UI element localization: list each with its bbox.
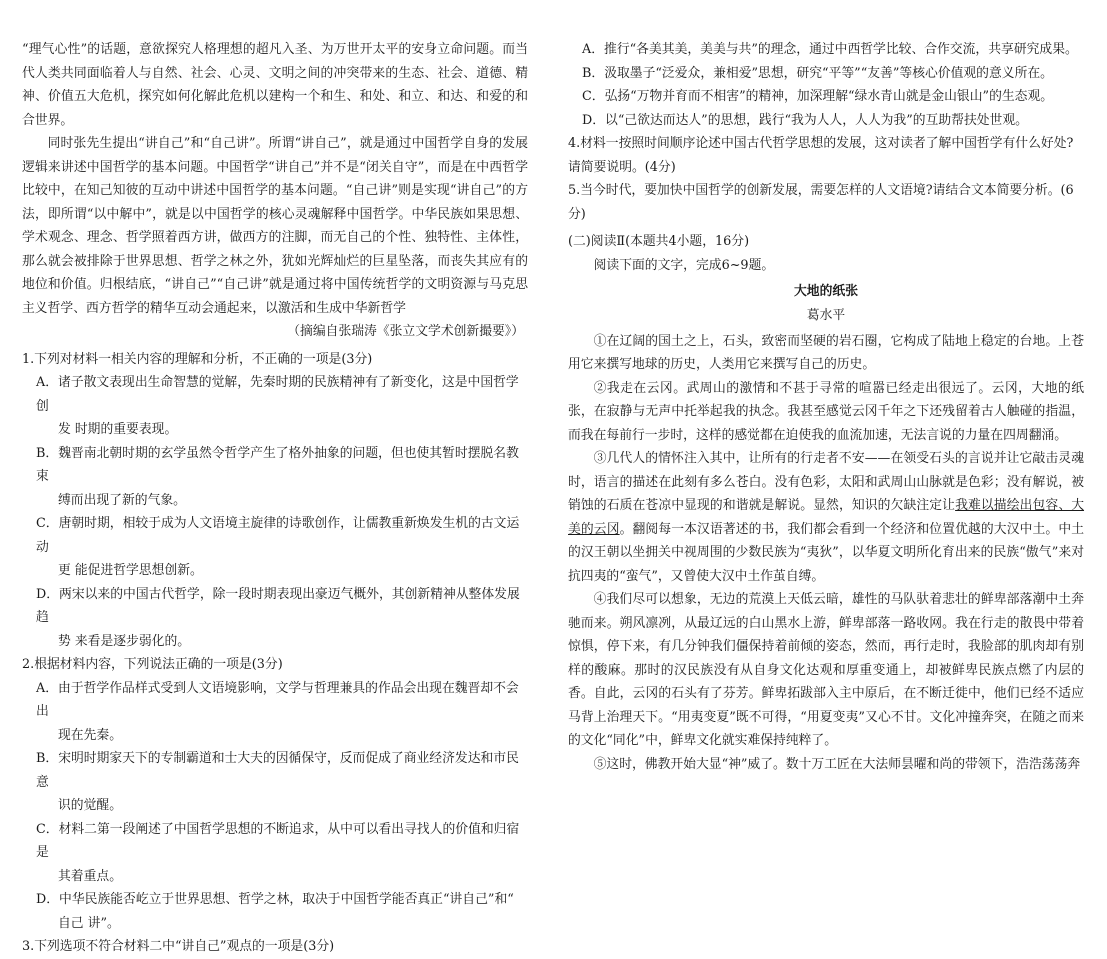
q1-option-b-line2: 缚而出现了新的气象。 — [58, 492, 186, 508]
article-paragraph-3 — [568, 447, 1084, 588]
source-citation: （摘编自张瑞涛《张立文学术创新撮要》） — [287, 324, 524, 339]
question-1: 1.下列对材料一相关内容的理解和分析，不正确的一项是(3分) — [22, 351, 373, 367]
material-paragraph-2: 同时张先生提出“讲自己”和“自己讲”。所谓“讲自己”，就是通过中国哲学自身的发展逻辑来讲述中国哲学的基本问题。中国哲学“讲自己”并不是“闭关自守”，而是在中西哲学比较中，在知己知彼的互动中讲述中国哲学的基本问题。“自己讲”则是实现“讲自己”的方法，即所谓“以中解中”，就是以中国哲学的核心灵魂解释中国哲学。中华民族如果思想、学术观念、理念、哲学照着西方讲，做西方的注脚，而无自己的个性、独特性、主体性，那么就会被排除于世界思想、哲学之林之外，犹如光辉灿烂的巨星坠落，而丧失其应有的地位和价值。归根结底，“讲自己”“自己讲”就是通过将中国传统哲学的文明资源与马克思主义哲学、西方哲学的精华互动会通起来，以激活和生成中华新哲学 — [22, 136, 528, 316]
section-heading: (二)阅读Ⅱ(本题共4小题，16分) — [568, 234, 750, 249]
q1-option-a-line2: 发 时期的重要表现。 — [58, 422, 178, 437]
q2-option-a-line2: 现在先秦。 — [58, 727, 122, 743]
q2-option-a-line1: A．由于哲学作品样式受到人文语境影响，文学与哲理兼具的作品会出现在魏晋却不会出 — [36, 680, 519, 719]
article-title: 大地的纸张 — [794, 283, 858, 299]
question-4: 4.材料一按照时间顺序论述中国古代哲学思想的发展，这对读者了解中国哲学有什么好处?请简要说明。(4分) — [568, 136, 1074, 175]
q2-option-b-line2: 识的觉醒。 — [58, 798, 122, 813]
q3-option-c: C．弘扬“万物并育而不相害”的精神，加深理解“绿水青山就是金山银山”的生态观。 — [582, 89, 1054, 104]
article-paragraph-5: ⑤这时，佛教开始大显“神”威了。数十万工匠在大法师昙曜和尚的带领下，浩浩荡荡奔 — [593, 756, 1081, 772]
paragraph-3-text-after: 。翻阅每一本汉语著述的书，我们都会看到一个经济和位置优越的大汉中土。中土的汉王朝以坐拥关中视周围的少数民族为“夷狄”，以华夏文明所化育出来的民族“傲气”来对抗四夷的“蛮气”，又曾使大汉中土作茧自缚。 — [568, 521, 1085, 584]
q2-option-c-line1: C．材料二第一段阐述了中国哲学思想的不断追求，从中可以看出寻找人的价值和归宿是 — [36, 821, 520, 860]
underlined-phrase-part1: 我难以描绘出包容、大 — [955, 498, 1085, 513]
q1-option-d-line1: D．两宋以来的中国古代哲学，除一段时期表现出豪迈气概外，其创新精神从整体发展趋 — [36, 586, 520, 625]
underlined-phrase-part2: 美的云冈 — [568, 521, 620, 537]
q1-option-b-line1: B．魏晋南北朝时期的玄学虽然令哲学产生了格外抽象的问题，但也使其暂时摆脱名教束 — [36, 445, 519, 484]
q3-option-a: A．推行“各美其美，美美与共”的理念，通过中西哲学比较、合作交流，共享研究成果。 — [582, 42, 1078, 57]
q3-option-d: D．以“己欲达而达人”的思想，践行“我为人人，人人为我”的互助帮扶处世观。 — [582, 112, 1028, 128]
question-3: 3.下列选项不符合材料二中“讲自己”观点的一项是(3分) — [22, 939, 335, 954]
q2-option-b-line1: B．宋明时期家天下的专制霸道和士大夫的因循保守，反而促成了商业经济发达和市民意 — [36, 751, 519, 790]
article-paragraph-2: ②我走在云冈。武周山的激情和不甚于寻常的喧嚣已经走出很远了。云冈，大地的纸张，在寂静与无声中托举起我的执念。我甚至感觉云冈千年之下还残留着古人触碰的指温，而我在每前行一步时，这样的感觉都在迫使我的血流加速，无法言说的力量在四周翻涌。 — [568, 380, 1084, 443]
article-author: 葛水平 — [806, 307, 846, 323]
q1-option-c-line1: C．唐朝时期，相较于成为人文语境主旋律的诗歌创作，让儒教重新焕发生机的古文运动 — [36, 516, 520, 555]
q1-option-c-line2: 更 能促进哲学思想创新。 — [58, 563, 203, 578]
question-5: 5.当今时代，要加快中国哲学的创新发展，需要怎样的人文语境?请结合文本简要分析。(6分) — [568, 183, 1074, 222]
q2-option-d-line2: 自己 讲”。 — [58, 915, 120, 931]
q2-option-d-line1: D．中华民族能否屹立于世界思想、哲学之林，取决于中国哲学能否真正“讲自己”和“ — [36, 892, 514, 907]
left-column — [22, 38, 528, 959]
right-column — [568, 38, 1084, 776]
q1-option-d-line2: 势 来看是逐步弱化的。 — [58, 633, 191, 649]
q2-option-c-line2: 其着重点。 — [58, 868, 122, 884]
q1-option-a-line1: A．诸子散文表现出生命智慧的觉解，先秦时期的民族精神有了新变化，这是中国哲学创 — [36, 375, 519, 414]
q3-option-b: B．汲取墨子“泛爱众，兼相爱”思想，研究“平等”“友善”等核心价值观的意义所在。 — [582, 65, 1053, 81]
paragraph-3-text-before: ③几代人的情怀注入其中，让所有的行走者不安——在领受石头的言说并让它敲击灵魂时，语言的描述在此刻有多么苍白。没有色彩，太阳和武周山山脉就是色彩；没有解说，被销蚀的石质在苍凉中显现的和谐就是解说。显然，知识的欠缺注定让 — [568, 451, 1084, 513]
article-paragraph-1: ①在辽阔的国土之上，石头，致密而坚硬的岩石圈，它构成了陆地上稳定的台地。上苍用它来撰写地球的历史，人类用它来撰写自己的历史。 — [568, 333, 1084, 372]
reading-instruction: 阅读下面的文字，完成6~9题。 — [593, 258, 775, 273]
question-2: 2.根据材料内容，下列说法正确的一项是(3分) — [22, 657, 283, 672]
article-paragraph-4: ④我们尽可以想象，无边的荒漠上天低云暗，雄性的马队驮着悲壮的鲜卑部落潮中土奔驰而来。朔风凛冽，从最辽远的白山黑水上游，鲜卑部落一路收网。我在行走的散畏中带着惊惧，停下来，有几分钟我们僵保持着前倾的姿态，然而，再行走时，我脸部的肌肉却有别样的酸麻。那时的汉民族没有从自身文化达观和厚重变通上，却被鲜卑民族点燃了内层的香。自此，云冈的石头有了芬芳。鲜卑拓跋部入主中原后，在不断迁徙中，他们已经不适应马背上治理天下。“用夷变夏”既不可得，“用夏变夷”又心不甘。文化冲撞奔突，在随之而来的文化“同化”中，鲜卑文化就实难保持纯粹了。 — [568, 592, 1084, 748]
material-paragraph-1: “理气心性”的话题，意欲探究人格理想的超凡入圣、为万世开太平的安身立命问题。而当代人类共同面临着人与自然、社会、心灵、文明之间的冲突带来的生态、社会、道德、精神、价值五大危机，探究如何化解此危机以建构一个和生、和处、和立、和达、和爱的和合世界。 — [22, 42, 528, 128]
